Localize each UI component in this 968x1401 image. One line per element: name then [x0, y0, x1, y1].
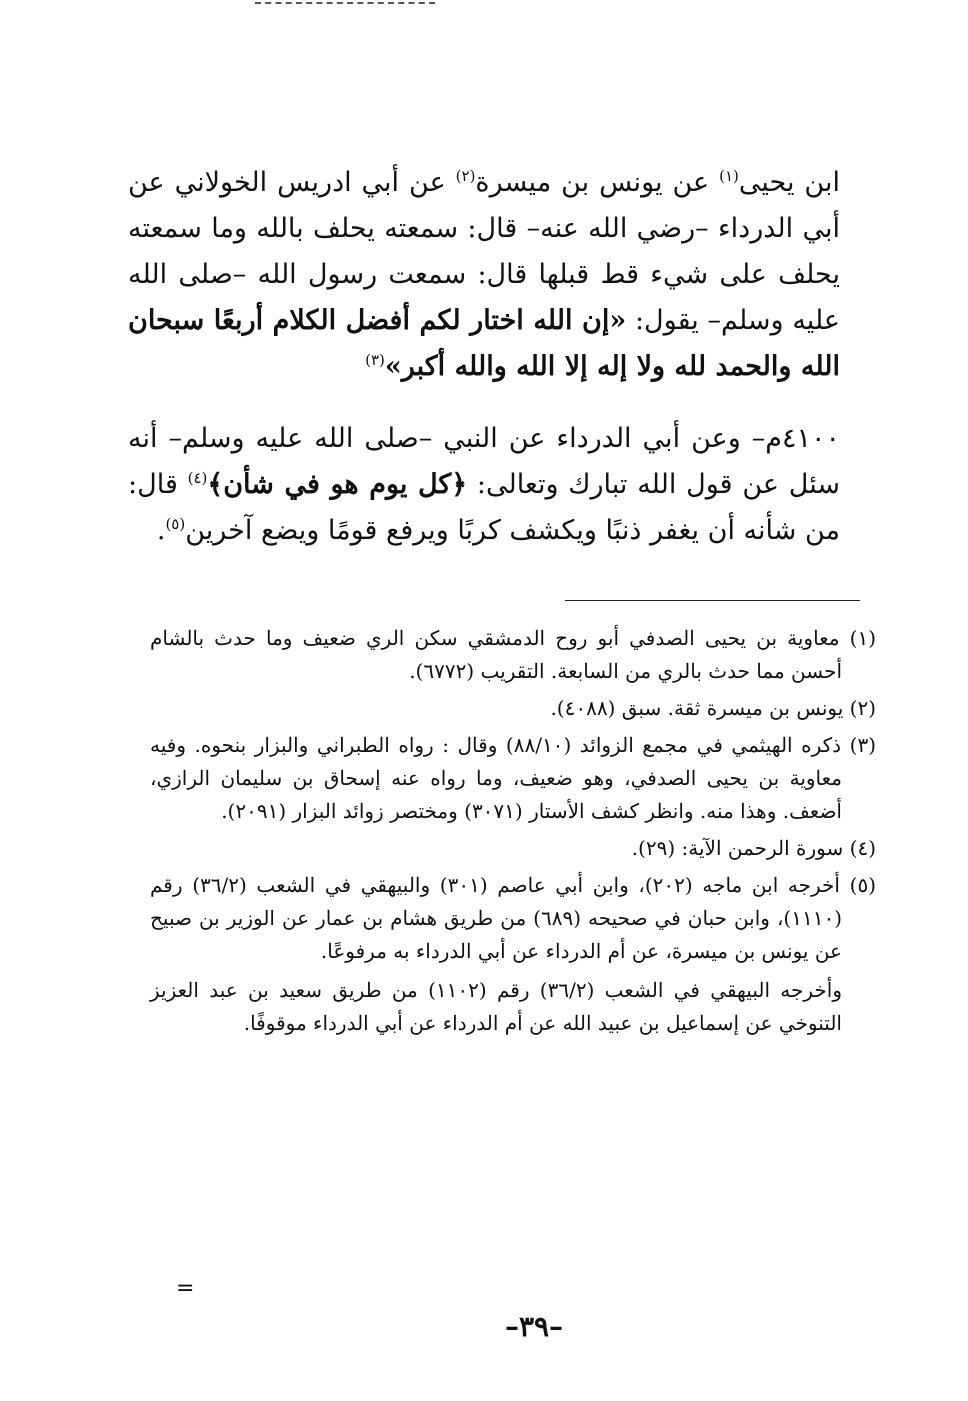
footnote-ref[interactable]: (١) — [719, 167, 739, 185]
footnote-ref[interactable]: (٤) — [187, 469, 208, 487]
text-run: عن أبي ادريس الخولاني عن أبي الدرداء –رضي الله عنه– قال: سمعته يحلف بالله وما سمعته يحلف على شيء قط قبلها قال: سمعت رسول الله –صلى الله عليه وسلم– يقول: — [128, 167, 840, 336]
footnote-3: (٣) ذكره الهيثمي في مجمع الزوائد (٨٨/١٠) وقال : رواه الطبراني والبزار بنحوه. وفيه معاوية بن يحيى الصدفي، وهو ضعيف، وما رواه عنه إسحاق بن سليمان الرازي، أضعف. وهذا منه. وانظر كشف الأستار (٣٠٧١) ومختصر زوائد البزار (٢٠٩١). — [150, 733, 876, 823]
hadith-quote: «إن الله اختار لكم أفضل الكلام أربعًا سبحان الله والحمد لله ولا إله إلا الله والله أكبر» — [128, 305, 840, 382]
footnotes — [150, 622, 876, 1044]
footnote-1: (١) معاوية بن يحيى الصدفي أبو روح الدمشقي سكن الري ضعيف وما حدث بالشام أحسن مما حدث بالري من السابعة. التقريب (٦٧٧٢). — [150, 626, 876, 683]
footnote-5: (٥) أخرجه ابن ماجه (٢٠٢)، وابن أبي عاصم (٣٠١) والبيهقي في الشعب (٣٦/٢) رقم (١١١٠)، وابن حبان في صحيحه (٦٨٩) من طريق هشام بن عمار عن الوزير بن صبيح عن يونس بن ميسرة، عن أم الدرداء عن أبي الدرداء به مرفوعًا. — [150, 873, 876, 963]
footnote-ref[interactable]: (٥) — [165, 515, 186, 533]
text-run: . — [156, 515, 166, 546]
footnote-5-continuation: وأخرجه البيهقي في الشعب (٣٦/٢) رقم (١١٠٢) من طريق سعيد بن عبد العزيز التنوخي عن إسماعيل بن عبيد الله عن أم الدرداء عن أبي الدرداء موقوفًا. — [150, 978, 843, 1035]
hadith-paragraph-1 — [128, 160, 840, 390]
footnote-ref[interactable]: (٣) — [365, 351, 385, 369]
main-text — [128, 160, 840, 554]
hadith-paragraph-2 — [128, 416, 840, 554]
continuation-mark: = — [176, 1276, 195, 1301]
footnote-4: (٤) سورة الرحمن الآية: (٢٩). — [631, 836, 876, 860]
text-run: عن يونس بن ميسرة — [475, 167, 720, 198]
footnote-ref[interactable]: (٢) — [455, 167, 476, 185]
text-run: ابن يحيى — [738, 167, 841, 198]
text-run: قال: من شأنه أن يغفر ذنبًا ويكشف كربًا ويرفع قومًا ويضع آخرين — [128, 469, 840, 546]
page-number: –٣٩– — [504, 1310, 564, 1343]
footnote-2: (٢) يونس بن ميسرة ثقة. سبق (٤٠٨٨). — [550, 696, 876, 720]
text-run: ٤١٠٠م– وعن أبي الدرداء عن النبي –صلى الله عليه وسلم– أنه سئل عن قول الله تبارك وتعالى: — [128, 423, 840, 500]
quran-verse: ﴿كل يوم هو في شأن﴾ — [207, 469, 468, 500]
top-dashed-rule — [255, 2, 435, 4]
footnote-separator — [565, 600, 860, 601]
